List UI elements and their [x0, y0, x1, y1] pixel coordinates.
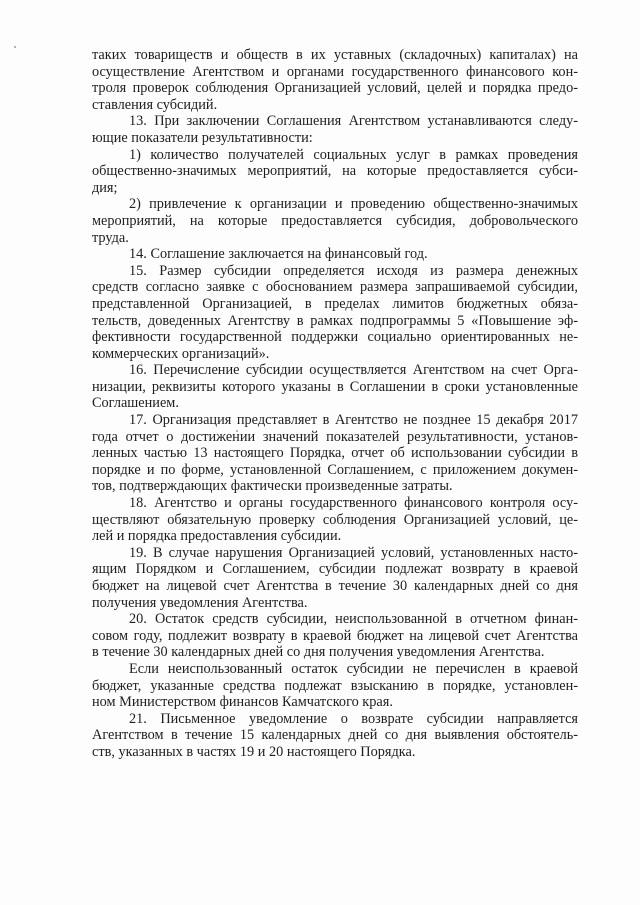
text-line: представленной Организацией, в пределах лимитов бюджетных обяза- [92, 295, 578, 312]
text-line: получения уведомления Агентства. [92, 594, 308, 611]
paragraph-17-start: 17. Организация представляет в Агентство не позднее 15 декабря 2017 [129, 412, 578, 429]
text-line: таких товариществ и обществ в их уставных (складочных) капиталах) на [92, 47, 578, 63]
text-line: низации, реквизиты которого указаны в Соглашении в сроки установленные [92, 378, 578, 395]
paragraph-16-start: 16. Перечисление субсидии осуществляется Агентством на счет Орга- [129, 362, 578, 379]
text-line: ящим Порядком и Соглашением, субсидии подлежат возврату в краевой [92, 561, 578, 578]
paragraph-20-continuation-start: Если неиспользованный остаток субсидии не перечислен в краевой [129, 660, 578, 677]
text-line: ставления субсидий. [92, 96, 218, 113]
text-line: лей и порядка предоставления субсидии. [92, 528, 342, 545]
text-line: мероприятий, на которые предоставляется субсидия, добровольческого [92, 212, 578, 229]
paragraph-20-start: 20. Остаток средств субсидии, неиспользованной в отчетном финан- [129, 611, 578, 628]
paragraph-13-start: 13. При заключении Соглашения Агентством устанавливаются следу- [129, 113, 578, 130]
text-line: фективности государственной поддержки социально ориентированных не- [92, 329, 578, 346]
text-line: ществляют обязательную проверку соблюдения Организацией условий, це- [92, 511, 578, 528]
text-line: ном Министерством финансов Камчатского края. [92, 694, 393, 711]
text-line: дия; [92, 179, 118, 196]
text-line: труда. [92, 229, 129, 246]
text-line: ющие показатели результативности: [92, 129, 313, 146]
text-line: бюджет на лицевой счет Агентства в течение 30 календарных дней со дня [92, 578, 578, 594]
paragraph-19-start: 19. В случае нарушения Организацией условий, установленных насто- [129, 544, 578, 561]
text-line: средств согласно заявке с обоснованием размера запрашиваемой субсидии, [92, 279, 578, 296]
text-line: тов, подтверждающих фактически произведенные затраты. [92, 478, 453, 495]
text-line: ленных частью 13 настоящего Порядка, отчет об использовании субсидии в [92, 445, 578, 462]
paragraph-21-start: 21. Письменное уведомление о возврате субсидии направляется [129, 710, 578, 727]
paragraph-15-start: 15. Размер субсидии определяется исходя из размера денежных [129, 262, 578, 279]
scan-speck [14, 46, 16, 48]
text-line: порядке и по форме, установленной Соглашением, с приложением докумен- [92, 461, 578, 478]
text-line: общественно-значимых мероприятий, на которые предоставляется субси- [92, 163, 578, 180]
paragraph-14: 14. Соглашение заключается на финансовый год. [129, 246, 428, 263]
text-line: года отчет о достижении значений показателей результативности, установ- [92, 428, 578, 445]
document-text [92, 47, 578, 761]
text-line: Агентством в течение 15 календарных дней со дня выявления обстоятель- [92, 727, 578, 744]
text-line: в течение 30 календарных дней со дня получения уведомления Агентства. [92, 644, 545, 661]
list-item-2-start: 2) привлечение к организации и проведению общественно-значимых [129, 196, 578, 213]
list-item-1-start: 1) количество получателей социальных услуг в рамках проведения [129, 146, 578, 163]
text-line: совом году, подлежит возврату в краевой бюджет на лицевой счет Агентства [92, 627, 578, 644]
text-line: коммерческих организаций». [92, 345, 270, 362]
text-line: Соглашением. [92, 395, 179, 412]
text-line: ств, указанных в частях 19 и 20 настоящего Порядка. [92, 743, 416, 760]
paragraph-18-start: 18. Агентство и органы государственного финансового контроля осу- [129, 495, 578, 512]
text-line: троля проверок соблюдения Организацией условий, целей и порядка предо- [92, 80, 578, 97]
text-line: бюджет, указанные средства подлежат взысканию в порядке, установлен- [92, 677, 578, 694]
text-line: тельств, доведенных Агентству в рамках подпрограммы 5 «Повышение эф- [92, 312, 578, 329]
text-line: осуществление Агентством и органами государственного финансового кон- [92, 63, 578, 80]
